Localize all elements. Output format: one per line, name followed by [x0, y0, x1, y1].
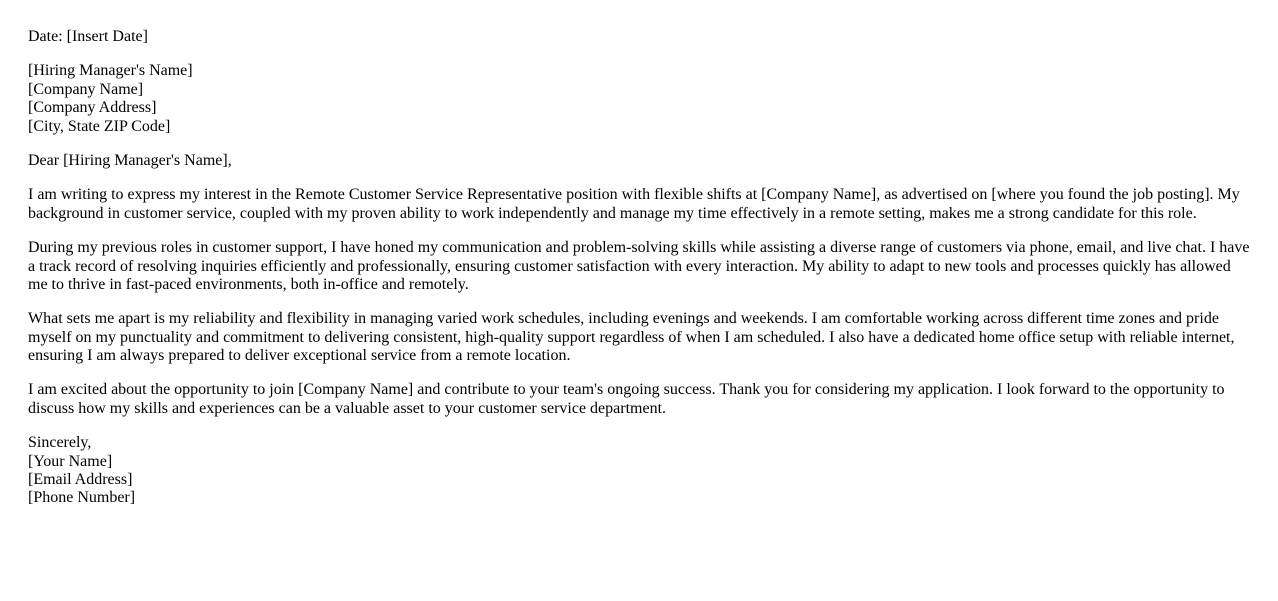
- sender-phone: [Phone Number]: [28, 489, 136, 507]
- recipient-address-block: [28, 62, 1254, 136]
- signoff: Sincerely,: [28, 434, 92, 452]
- sender-email: [Email Address]: [28, 471, 133, 489]
- recipient-hiring-manager-name: [Hiring Manager's Name]: [28, 62, 193, 80]
- salutation: Dear [Hiring Manager's Name],: [28, 151, 232, 169]
- signature-block: [28, 434, 1254, 508]
- date-line: Date: [Insert Date]: [28, 28, 148, 45]
- body-paragraph-reliability: What sets me apart is my reliability and flexibility in managing varied work schedules, including evenings and weekends. I am comfortable working across different time zones and pride myself on my punctuality and commitment to delivering consistent, high-quality support regardless of when I am scheduled. I also have a dedicated home office setup with reliable internet, ensuring I am always prepared to deliver exceptional service from a remote location.: [28, 310, 1235, 365]
- body-paragraph-experience: During my previous roles in customer support, I have honed my communication and problem-solving skills while assisting a diverse range of customers via phone, email, and live chat. I have a track record of resolving inquiries efficiently and professionally, ensuring customer satisfaction with every interaction. My ability to adapt to new tools and processes quickly has allowed me to thrive in fast-paced environments, both in-office and remotely.: [28, 239, 1250, 293]
- sender-name: [Your Name]: [28, 452, 113, 470]
- recipient-company-name: [Company Name]: [28, 80, 144, 98]
- body-paragraph-closing-thanks: I am excited about the opportunity to join [Company Name] and contribute to your team's ongoing success. Thank you for considering my application. I look forward to the opportunity to discuss how my skills and experiences can be a valuable asset to your customer service department.: [28, 381, 1225, 417]
- recipient-company-address: [Company Address]: [28, 99, 157, 117]
- recipient-city-state-zip: [City, State ZIP Code]: [28, 117, 171, 135]
- body-paragraph-intro: I am writing to express my interest in the Remote Customer Service Representative position with flexible shifts at [Company Name], as advertised on [where you found the job posting]. My background in customer service, coupled with my proven ability to work independently and manage my time effectively in a remote setting, makes me a strong candidate for this role.: [28, 186, 1240, 222]
